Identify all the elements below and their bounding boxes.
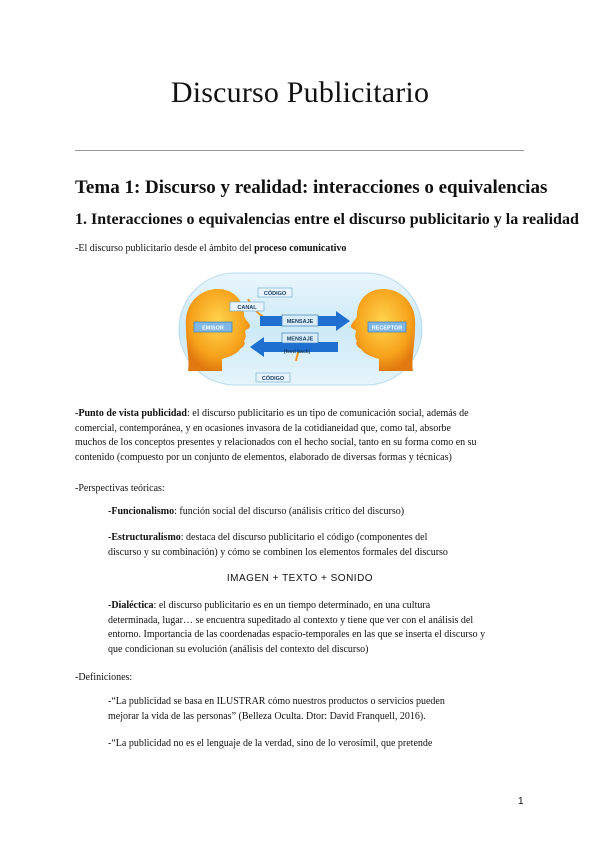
dialectica-line: determinada, lugar… se encuentra supeditado al contexto y tiene que ver con el análisis del: [108, 614, 474, 626]
definition-1-line: -“La publicidad se basa en ILUSTRAR cómo nuestros productos o servicios pueden: [108, 696, 445, 707]
estructuralismo-line: : destaca del discurso publicitario el código (componentes del: [180, 532, 428, 543]
communication-diagram: [178, 269, 423, 391]
title-divider: [75, 150, 524, 151]
definiciones-heading: -Definiciones:: [75, 672, 133, 683]
funcionalismo-bold: -Funcionalismo: [108, 506, 175, 517]
perspectivas-heading: -Perspectivas teóricas:: [75, 483, 165, 494]
formula-line: IMAGEN + TEXTO + SONIDO: [226, 573, 374, 584]
codigo-bottom-label: CÓDIGO: [261, 376, 285, 382]
document-title: Discurso Publicitario: [170, 76, 430, 109]
mensaje-bottom-label: MENSAJE: [286, 336, 314, 343]
chapter-heading: Tema 1: Discurso y realidad: interacciones o equivalencias: [75, 177, 548, 198]
dialectica-line: que condicionan su evolución (análisis del contexto del discurso): [108, 643, 369, 655]
punto-de-vista-line: contenido (compuesto por un conjunto de elementos, elaborado de diversas formas y técnicas): [75, 451, 452, 463]
feedback-label: (feed back): [283, 349, 311, 355]
mensaje-top-label: MENSAJE: [286, 319, 314, 325]
definition-1-line: mejorar la vida de las personas” (Belleza Oculta. Dtor: David Franquell, 2016).: [108, 710, 426, 722]
punto-de-vista-paragraph: [75, 407, 477, 465]
codigo-top-label: CÓDIGO: [263, 291, 287, 297]
estructuralismo-line: discurso y su combinación) y cómo se combinen los elementos formales del discurso: [108, 546, 448, 558]
intro-bold: proceso comunicativo: [254, 243, 347, 254]
funcionalismo-item: [108, 505, 404, 520]
intro-text: -El discurso publicitario desde el ámbito del: [75, 243, 255, 254]
punto-de-vista-bold: -Punto de vista publicidad: [75, 408, 187, 419]
estructuralismo-item: [108, 531, 448, 560]
punto-de-vista-line: comercial, contemporánea, y en ocasiones invasora de la cotidianeidad que, como tal, absorbe: [75, 422, 451, 434]
punto-de-vista-line: : el discurso publicitario es un tipo de comunicación social, además de: [186, 408, 469, 419]
punto-de-vista-line: muchos de los conceptos presentes y relacionados con el hecho social, tanto en su forma como en su: [75, 437, 477, 448]
dialectica-line: entorno. Importancia de las coordenadas espacio-temporales en las que se inserta el discurso y: [108, 629, 486, 640]
funcionalismo-text: : función social del discurso (análisis crítico del discurso): [174, 506, 405, 517]
definition-1: [108, 695, 445, 724]
dialectica-item: [108, 599, 485, 657]
receptor-label: RECEPTOR: [371, 325, 403, 332]
emisor-label: EMISOR: [202, 325, 224, 332]
section-heading: 1. Interacciones o equivalencias entre el discurso publicitario y la realidad: [75, 211, 579, 228]
intro-paragraph: [75, 242, 346, 257]
estructuralismo-bold: -Estructuralismo: [108, 532, 181, 543]
dialectica-line: : el discurso publicitario es en un tiempo determinado, en una cultura: [153, 600, 431, 611]
canal-label: CANAL: [237, 305, 257, 311]
dialectica-bold: -Dialéctica: [108, 600, 154, 611]
page-number: 1: [518, 796, 524, 807]
definition-2: -“La publicidad no es el lenguaje de la verdad, sino de lo verosímil, que pretende: [108, 738, 433, 749]
